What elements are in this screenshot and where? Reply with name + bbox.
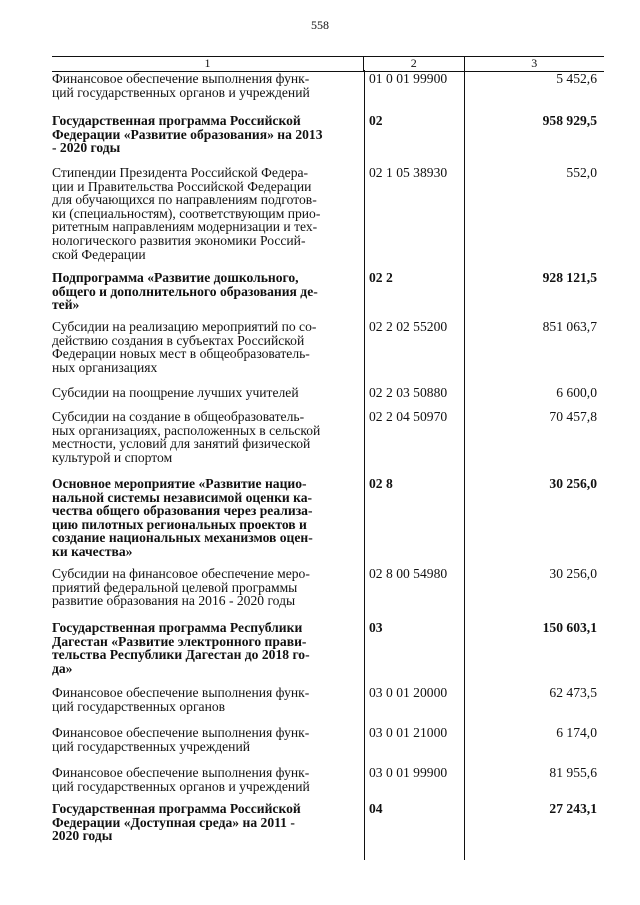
row-name xyxy=(52,72,352,99)
table-row xyxy=(52,72,604,99)
table-row xyxy=(52,567,604,608)
row-code: 03 0 01 21000 xyxy=(369,725,448,740)
row-amount: 6 174,0 xyxy=(556,725,597,740)
table-row xyxy=(52,621,604,675)
row-name xyxy=(52,802,352,843)
row-name xyxy=(52,766,352,793)
row-code: 03 0 01 20000 xyxy=(369,685,448,700)
page-number: 558 xyxy=(311,18,329,32)
row-code: 03 0 01 99900 xyxy=(369,765,448,780)
row-name-line: Стипендии Президента Российской Федера- xyxy=(52,165,309,180)
row-name-line: Субсидии на создание в общеобразователь- xyxy=(52,409,305,424)
row-code: 01 0 01 99900 xyxy=(369,71,448,86)
table-row xyxy=(52,320,604,374)
row-amount: 30 256,0 xyxy=(549,476,597,491)
row-name-line: Федерации «Доступная среда» на 2011 - xyxy=(52,814,295,830)
row-name-line: Финансовое обеспечение выполнения функ- xyxy=(52,685,310,700)
row-name-line: ки (специальностям), соответствующим прио- xyxy=(52,205,321,221)
row-name-line: - 2020 годы xyxy=(52,140,121,156)
row-code: 02 2 03 50880 xyxy=(369,385,448,400)
row-amount: 6 600,0 xyxy=(556,385,597,400)
row-name-line: ритетным направлениям модернизации и тех- xyxy=(52,219,318,235)
row-name-line: Государственная программа Республики xyxy=(52,620,303,635)
row-code: 02 2 04 50970 xyxy=(369,409,448,424)
row-name-line: Государственная программа Российской xyxy=(52,113,301,128)
row-name-line: ций государственных органов xyxy=(52,698,226,714)
row-name-line: ций государственных органов и учреждений xyxy=(52,84,310,100)
table-row xyxy=(52,686,604,713)
row-name-line: Подпрограмма «Развитие дошкольного, xyxy=(52,270,299,285)
row-name-line: местности, условий для занятий физической xyxy=(52,436,311,452)
row-name xyxy=(52,726,352,753)
row-code: 03 xyxy=(369,620,383,635)
row-amount: 958 929,5 xyxy=(542,113,597,128)
row-name xyxy=(52,410,352,464)
row-name-line: ных организациях xyxy=(52,359,158,375)
row-name-line: Финансовое обеспечение выполнения функ- xyxy=(52,71,310,86)
row-name-line: ций государственных органов и учреждений xyxy=(52,778,310,794)
row-name-line: Основное мероприятие «Развитие нацио- xyxy=(52,476,307,491)
row-code: 02 1 05 38930 xyxy=(369,165,448,180)
header-col-2: 2 xyxy=(363,57,464,71)
budget-table xyxy=(52,56,604,844)
table-row xyxy=(52,114,604,155)
row-name-line: тельства Республики Дагестан до 2018 го- xyxy=(52,647,310,663)
table-row xyxy=(52,726,604,753)
row-amount: 30 256,0 xyxy=(549,566,597,581)
row-name-line: действию создания в субъектах Российской xyxy=(52,332,305,348)
row-name-line: создание национальных механизмов оцен- xyxy=(52,530,313,546)
row-name-line: ных организациях, расположенных в сельской xyxy=(52,422,321,438)
row-name-line: 2020 годы xyxy=(52,828,113,844)
table-row xyxy=(52,271,604,312)
row-name-line: чества общего образования через реализа- xyxy=(52,503,313,519)
row-code: 02 xyxy=(369,113,383,128)
row-name-line: для обучающихся по направлениям подготов- xyxy=(52,192,317,208)
header-col-3: 3 xyxy=(464,57,605,71)
row-name-line: приятий федеральной целевой программы xyxy=(52,579,298,595)
table-row xyxy=(52,477,604,559)
row-amount: 150 603,1 xyxy=(542,620,597,635)
row-name-line: Субсидии на реализацию мероприятий по со- xyxy=(52,319,317,334)
row-name-line: цию пилотных региональных проектов и xyxy=(52,516,307,532)
row-amount: 552,0 xyxy=(566,165,597,180)
row-code: 02 2 02 55200 xyxy=(369,319,448,334)
row-name-line: Государственная программа Российской xyxy=(52,801,301,816)
row-code: 02 8 00 54980 xyxy=(369,566,448,581)
table-row xyxy=(52,166,604,261)
table-row xyxy=(52,410,604,464)
row-amount: 851 063,7 xyxy=(542,319,597,334)
row-name xyxy=(52,621,352,675)
row-name-line: культурой и спортом xyxy=(52,449,173,465)
row-name-line: да» xyxy=(52,660,73,676)
row-name-line: Федерации «Развитие образования» на 2013 xyxy=(52,126,323,142)
row-amount: 928 121,5 xyxy=(542,270,597,285)
row-name xyxy=(52,320,352,374)
row-name-line: общего и дополнительного образования де- xyxy=(52,283,318,299)
row-amount: 70 457,8 xyxy=(549,409,597,424)
row-name xyxy=(52,386,352,400)
row-name xyxy=(52,477,352,559)
header-col-1: 1 xyxy=(204,56,211,70)
table-row xyxy=(52,386,604,400)
row-name xyxy=(52,114,352,155)
table-row xyxy=(52,766,604,793)
row-name-line: Субсидии на финансовое обеспечение меро- xyxy=(52,566,310,581)
row-name-line: Финансовое обеспечение выполнения функ- xyxy=(52,765,310,780)
row-name-line: ции и Правительства Российской Федерации xyxy=(52,178,312,194)
row-code: 02 8 xyxy=(369,476,393,491)
row-name xyxy=(52,271,352,312)
row-amount: 5 452,6 xyxy=(556,71,597,86)
row-name-line: Федерации новых мест в общеобразователь- xyxy=(52,346,310,362)
row-name-line: ций государственных учреждений xyxy=(52,738,250,754)
row-name xyxy=(52,166,352,261)
row-amount: 81 955,6 xyxy=(549,765,597,780)
row-name-line: Дагестан «Развитие электронного прави- xyxy=(52,633,307,649)
row-name-line: ки качества» xyxy=(52,543,133,559)
row-name-line: Финансовое обеспечение выполнения функ- xyxy=(52,725,310,740)
row-code: 04 xyxy=(369,801,383,816)
row-code: 02 2 xyxy=(369,270,393,285)
row-amount: 62 473,5 xyxy=(549,685,597,700)
row-name-line: нальной системы независимой оценки ка- xyxy=(52,489,313,505)
row-name-line: тей» xyxy=(52,297,80,313)
table-row xyxy=(52,802,604,843)
row-name-line: ской Федерации xyxy=(52,246,146,262)
row-name xyxy=(52,567,352,608)
row-name-line: развитие образования на 2016 - 2020 годы xyxy=(52,593,296,609)
row-name-line: Субсидии на поощрение лучших учителей xyxy=(52,385,299,400)
row-name xyxy=(52,686,352,713)
row-amount: 27 243,1 xyxy=(549,801,597,816)
row-name-line: нологического развития экономики Россий- xyxy=(52,232,306,248)
table-header xyxy=(52,56,604,72)
